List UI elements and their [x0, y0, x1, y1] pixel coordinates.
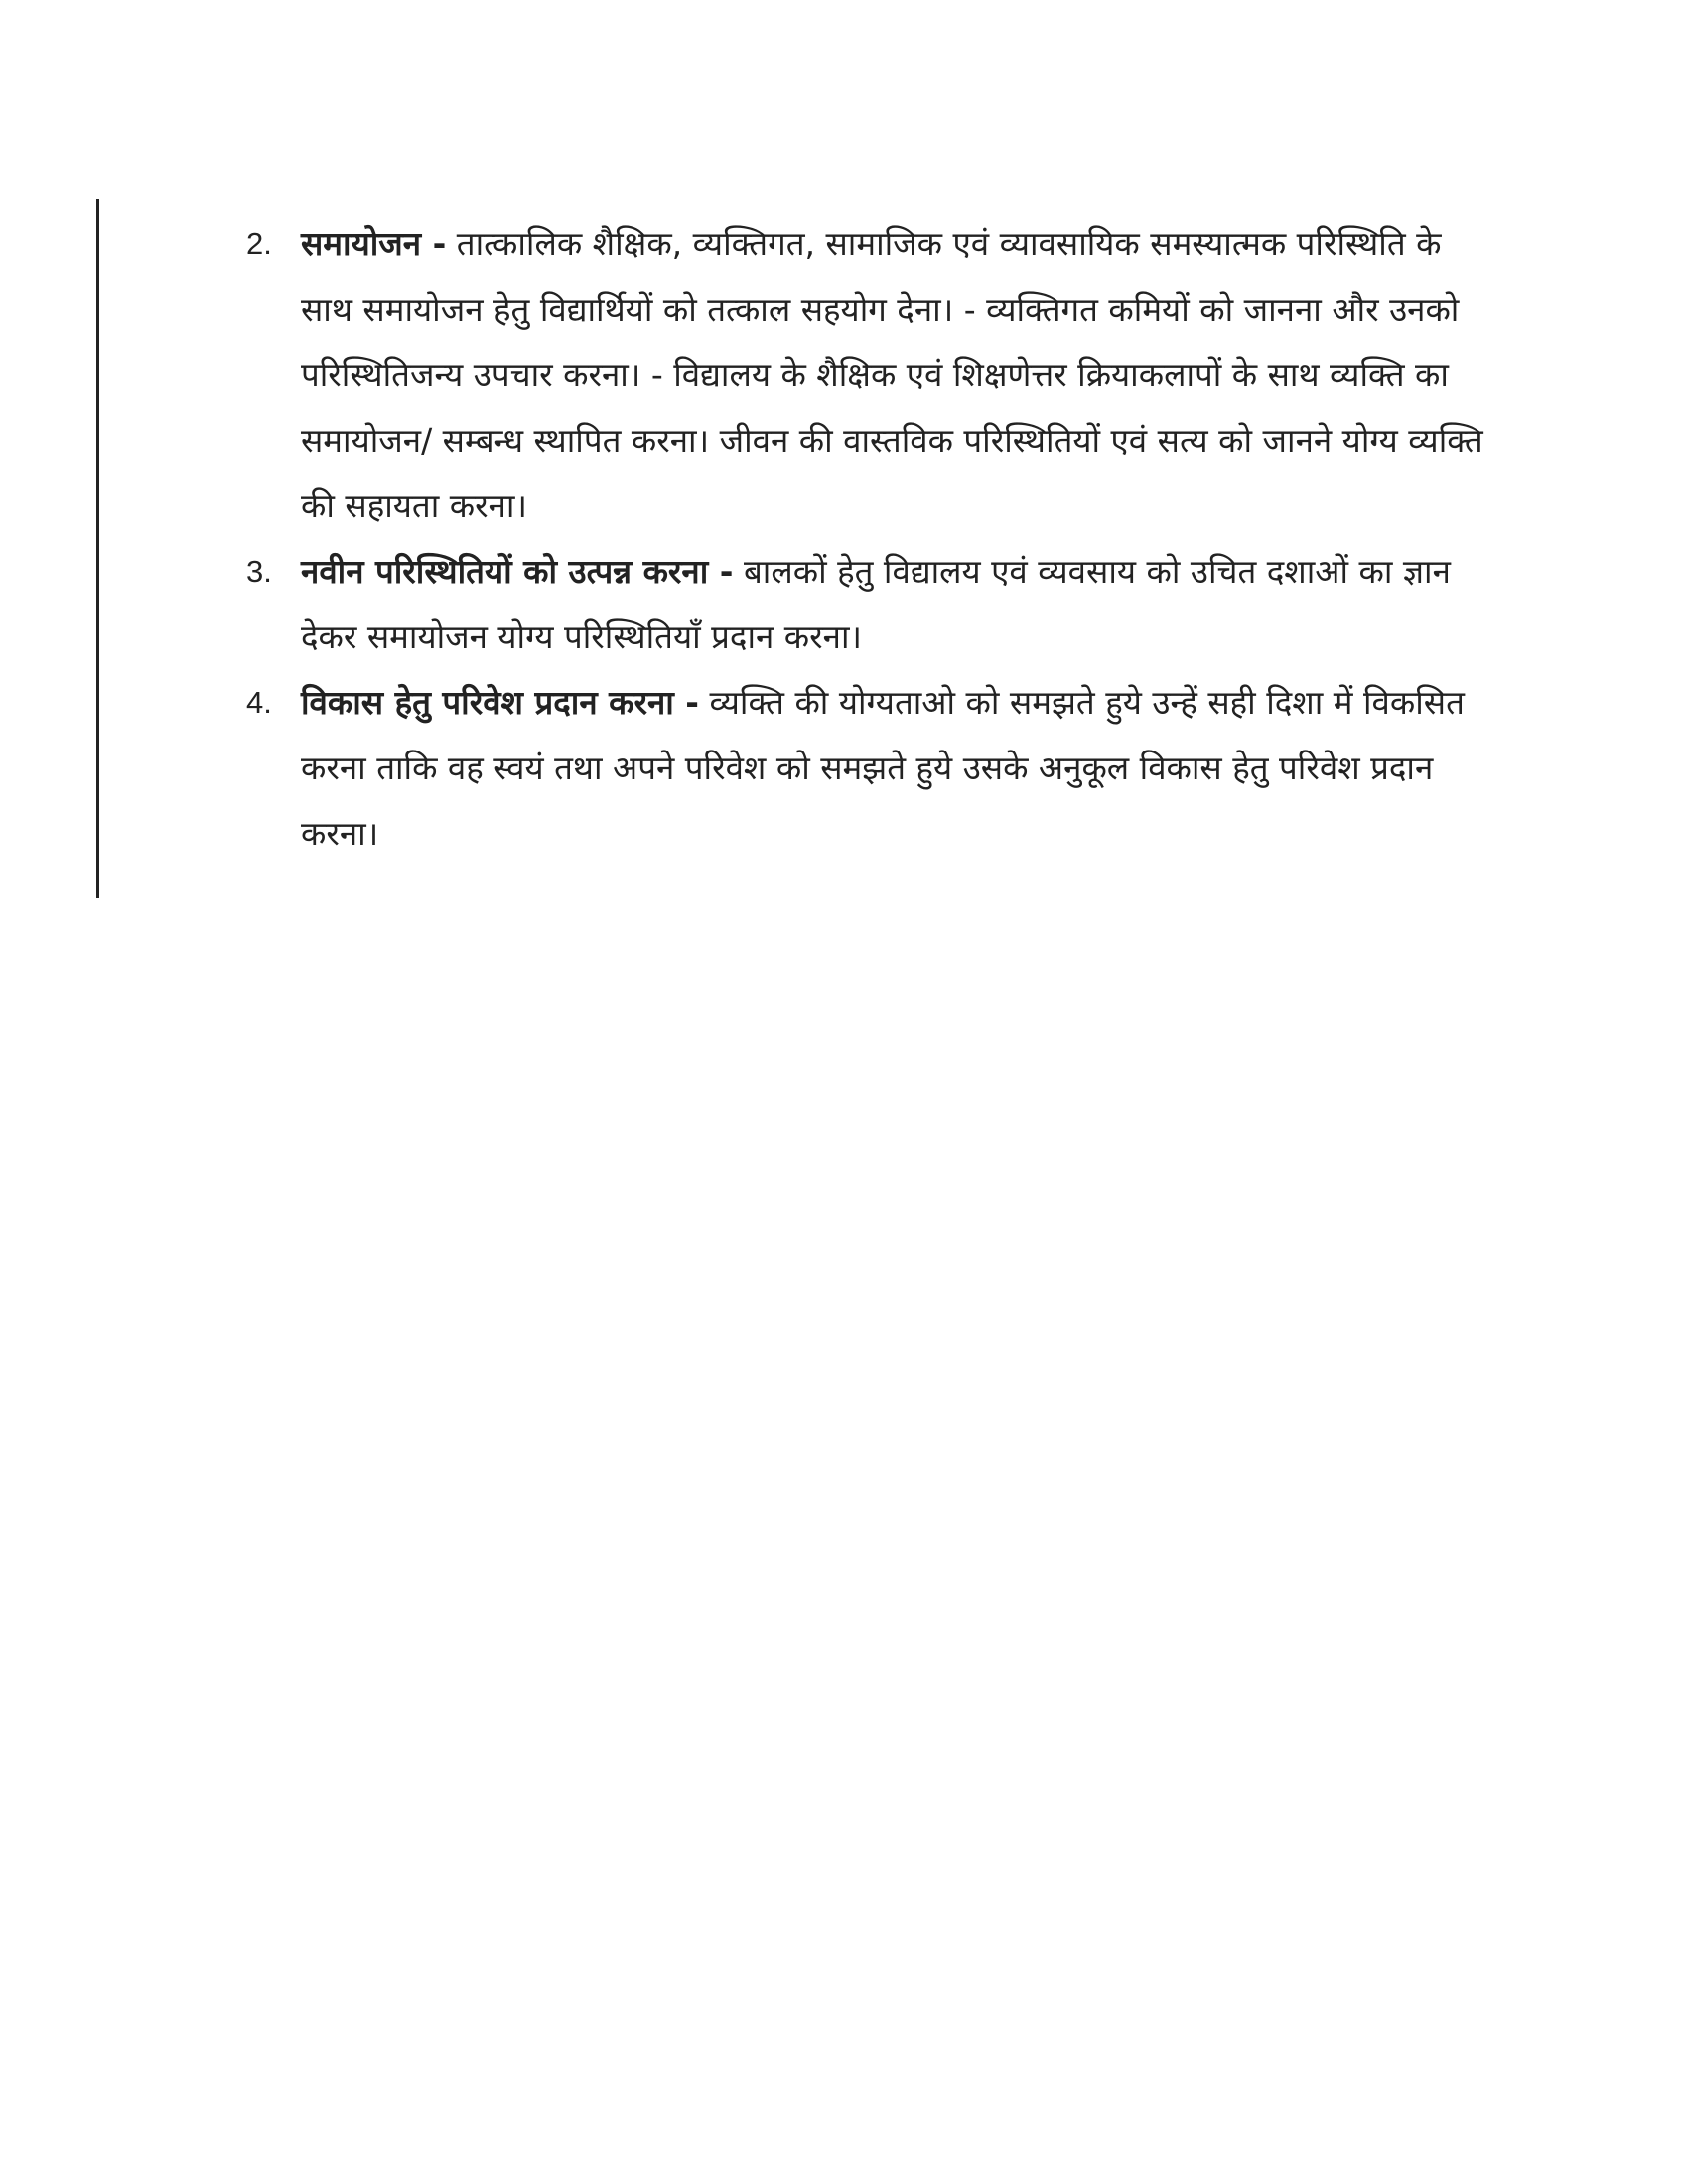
- item-number: 4.: [246, 685, 272, 720]
- item-number: 2.: [246, 226, 272, 261]
- numbered-list: [246, 211, 1487, 867]
- item-text: व्यक्ति की योग्यताओ को समझते हुये उन्हें सही दिशा में विकसित करना ताकि वह स्वयं तथा अपने परिवेश को समझते हुये उसके अनुकूल विकास हेतु परिवेश प्रदान करना।: [301, 683, 1465, 853]
- list-item: [246, 211, 1487, 539]
- item-text: बालकों हेतु विद्यालय एवं व्यवसाय को उचित दशाओं का ज्ञान देकर समायोजन योग्य परिस्थितियाँ प्रदान करना।: [301, 552, 1451, 656]
- list-item: [246, 670, 1487, 867]
- item-heading: विकास हेतु परिवेश प्रदान करना -: [301, 683, 700, 722]
- item-heading: समायोजन -: [301, 224, 447, 263]
- item-text: तात्कालिक शैक्षिक, व्यक्तिगत, सामाजिक एवं व्यावसायिक समस्यात्मक परिस्थिति के साथ समायोजन हेतु विद्यार्थियों को तत्काल सहयोग देना। - व्यक्तिगत कमियों को जानना और उनको परिस्थितिजन्य उपचार करना। - विद्यालय के शैक्षिक एवं शिक्षणेत्तर क्रियाकलापों के साथ व्यक्ति का समायोजन/ सम्बन्ध स्थापित करना। जीवन की वास्तविक परिस्थितियों एवं सत्य को जानने योग्य व्यक्ति की सहायता करना।: [301, 224, 1483, 525]
- item-heading: नवीन परिस्थितियों को उत्पन्न करना -: [301, 552, 734, 591]
- item-number: 3.: [246, 554, 272, 589]
- list-item: [246, 539, 1487, 670]
- margin-rule: [96, 199, 99, 898]
